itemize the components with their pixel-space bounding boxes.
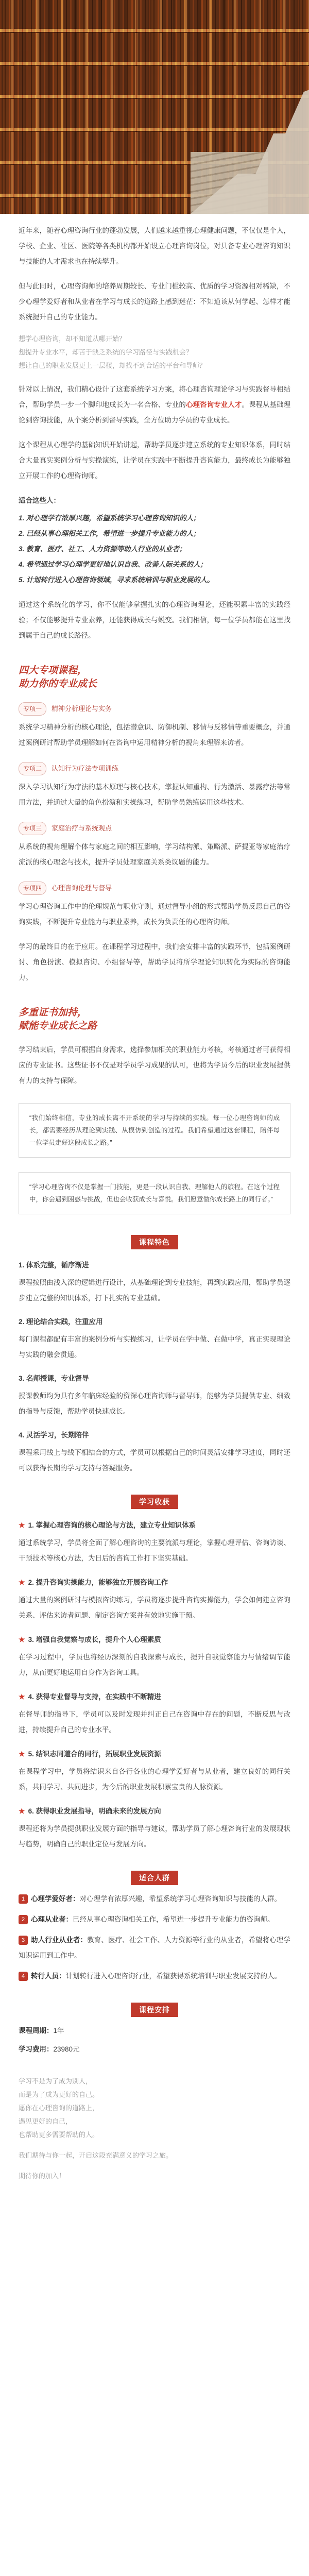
gain-item: [19, 1632, 290, 1681]
intro-paragraph-2: 但与此同时，心理咨询师的培养周期较长、专业门槛较高、优质的学习资源相对稀缺，不少心理学爱好者和从业者在学习与成长的道路上感到迷茫：不知道该从何学起、怎样才能系统提升自己的专业能力。: [19, 282, 290, 321]
gain-title: 3. 增强自我觉察与成长，提升个人心理素质: [28, 1636, 161, 1643]
audience-list-item: 1. 对心理学有浓厚兴趣，希望系统学习心理咨询知识的人；: [19, 514, 200, 522]
banner-gains: 学习收获: [131, 1495, 178, 1509]
gain-title: 1. 掌握心理咨询的核心理论与方法，建立专业知识体系: [28, 1521, 196, 1529]
module-title: 精神分析理论与实务: [52, 705, 112, 713]
gain-item: [19, 1517, 290, 1566]
feature-title: 3. 名师授课，专业督导: [19, 1375, 89, 1382]
feature-title: 4. 灵活学习，长期陪伴: [19, 1431, 89, 1439]
gain-text: 课程还将为学员提供职业发展方面的指导与建议，帮助学员了解心理咨询行业的发展现状与趋势，明确自己的职业定位与发展方向。: [19, 1825, 290, 1848]
module-title: 认知行为疗法专项训练: [52, 765, 119, 772]
banner-features: 课程特色: [131, 1235, 178, 1249]
section-title-modules: 四大专项课程， 助力你的专业成长: [19, 665, 97, 689]
gain-title: 4. 获得专业督导与支持，在实践中不断精进: [28, 1693, 161, 1701]
schedule-list: [19, 2023, 290, 2057]
audience-box-item: 1 心理学爱好者：对心理学有浓厚兴趣，希望系统学习心理咨询知识与技能的人群。: [19, 1891, 290, 1907]
gain-text: 在学习过程中，学员也将经历深刻的自我探索与成长，提升自我觉察能力与情绪调节能力，从而更好地运用自身作为咨询工具。: [19, 1653, 290, 1676]
star-icon: ★: [19, 1692, 25, 1701]
audience-box-item: 4 转行人员：计划转行进入心理咨询行业，希望获得系统培训与职业发展支持的人。: [19, 1969, 290, 1984]
quote-box-1: “我们始终相信，专业的成长离不开系统的学习与持续的实践。每一位心理咨询师的成长，都需要经历从理论到实践、从模仿到创造的过程。我们希望通过这套课程，陪伴每一位学员走好这段成长之路。”: [19, 1103, 290, 1158]
intro-muted-block: [19, 332, 290, 372]
feature-text: 授课教师均为具有多年临床经验的资深心理咨询师与督导师，能够为学员提供专业、细致的指导与反馈，帮助学员快速成长。: [19, 1392, 290, 1415]
feature-list: [19, 1258, 290, 1476]
audience-box-item: 3 助人行业从业者：教育、医疗、社会工作、人力资源等行业的从业者，希望将心理学知识运用到工作中。: [19, 1936, 291, 1959]
module-item: [19, 882, 290, 930]
audience-box-item: 2 心理从业者：已经从事心理咨询相关工作，希望进一步提升专业能力的咨询师。: [19, 1912, 290, 1927]
feature-item: [19, 1428, 290, 1476]
number-icon: 2: [19, 1915, 28, 1924]
banner-audience: 适合人群: [131, 1871, 178, 1885]
closing-line: 我们期待与你一起，开启这段充满意义的学习之旅。: [19, 2151, 173, 2159]
closing-line: 也帮助更多需要帮助的人。: [19, 2131, 99, 2139]
cert-paragraph: 学习结束后，学员可根据自身需求，选择参加相关的职业能力考核，考核通过者可获得相应的专业证书。这些证书不仅是对学员学习成果的认可，也将为学员今后的职业发展提供有力的支持与保障。: [19, 1046, 290, 1084]
feature-text: 课程按照由浅入深的逻辑进行设计，从基础理论到专业技能，再到实践应用，帮助学员逐步建立完整的知识体系，打下扎实的专业基础。: [19, 1279, 290, 1302]
module-item: [19, 702, 290, 751]
feature-text: 课程采用线上与线下相结合的方式，学员可以根据自己的时间灵活安排学习进度，同时还可以获得长期的学习支持与答疑服务。: [19, 1449, 290, 1472]
audience-list-item: 2. 已经从事心理相关工作，希望进一步提升专业能力的人；: [19, 530, 200, 537]
gain-text: 在课程学习中，学员将结识来自各行各业的心理学爱好者与从业者，建立良好的同行关系，共同学习、共同进步，为今后的职业发展积累宝贵的人脉资源。: [19, 1768, 290, 1791]
hero-image: [0, 0, 309, 214]
module-item: [19, 822, 290, 870]
star-icon: ★: [19, 1807, 25, 1815]
banner-schedule: 课程安排: [131, 2003, 178, 2017]
module-badge: 专项三: [19, 822, 46, 835]
audience-box-list: [19, 1891, 290, 1984]
module-text: 深入学习认知行为疗法的基本原理与核心技术，掌握认知重构、行为激活、暴露疗法等常用方法，并通过大量的角色扮演和实操练习，帮助学员熟练运用这些技术。: [19, 783, 290, 806]
audience-list: [19, 511, 290, 588]
intro-paragraph-1: 近年来，随着心理咨询行业的蓬勃发展，人们越来越重视心理健康问题，不仅仅是个人，学校、企业、社区、医院等各类机构都开始设立心理咨询岗位，对具备专业心理咨询知识与技能的人才需求也在持续攀升。: [19, 227, 290, 265]
banner-features-wrap: [19, 1235, 290, 1249]
audience-list-item: 3. 教育、医疗、社工、人力资源等助人行业的从业者；: [19, 545, 186, 553]
feature-title: 1. 体系完整，循序渐进: [19, 1261, 89, 1269]
gain-text: 通过大量的案例研讨与模拟咨询练习，学员将逐步提升咨询实操能力，学会如何建立咨询关系、评估来访者问题、制定咨询方案并有效地实施干预。: [19, 1596, 290, 1619]
feature-text: 每门课程都配有丰富的案例分析与实操练习，让学员在学中做、在做中学，真正实现理论与实践的融会贯通。: [19, 1335, 290, 1359]
gain-text: 通过系统学习，学员将全面了解心理咨询的主要流派与理论，掌握心理评估、咨询访谈、干预技术等核心方法，为日后的咨询工作打下坚实基础。: [19, 1539, 290, 1562]
gain-item: [19, 1574, 290, 1623]
star-icon: ★: [19, 1750, 25, 1758]
module-text: 学习心理咨询工作中的伦理规范与职业守则，通过督导小组的形式帮助学员反思自己的咨询实践，不断提升专业能力与职业素养，成长为负责任的心理咨询师。: [19, 903, 290, 926]
practice-paragraph: 学习的最终目的在于应用。在课程学习过程中，我们会安排丰富的实践环节，包括案例研讨、角色扮演、模拟咨询、小组督导等，帮助学员将所学理论知识转化为实际的咨询能力。: [19, 943, 290, 981]
schedule-item: 学习费用：23980元: [19, 2045, 80, 2053]
module-title: 心理咨询伦理与督导: [52, 884, 112, 892]
closing-line: 愿你在心理咨询的道路上，: [19, 2104, 99, 2112]
gain-title: 6. 获得职业发展指导，明确未来的发展方向: [28, 1807, 161, 1815]
closing-line: 学习不是为了成为别人，: [19, 2077, 93, 2085]
closing-block: [19, 2075, 290, 2183]
module-item: [19, 762, 290, 810]
quote-box-2: “学习心理咨询不仅是掌握一门技能，更是一段认识自我、理解他人的旅程。在这个过程中，你会遇到困惑与挑战，但也会收获成长与喜悦。我们愿意做你成长路上的同行者。”: [19, 1172, 290, 1214]
module-badge: 专项四: [19, 882, 46, 895]
number-icon: 4: [19, 1972, 28, 1981]
module-badge: 专项一: [19, 702, 46, 716]
module-text: 从系统的视角理解个体与家庭之间的相互影响，学习结构派、策略派、萨提亚等家庭治疗流派的核心理念与技术，提升学员处理家庭关系类议题的能力。: [19, 843, 290, 866]
gain-item: [19, 1803, 290, 1852]
intro-muted-line: 想学心理咨询，却不知道从哪开始？: [19, 335, 126, 343]
banner-audience-wrap: [19, 1871, 290, 1885]
banner-gains-wrap: [19, 1495, 290, 1509]
gain-title: 5. 结识志同道合的同行，拓展职业发展资源: [28, 1750, 161, 1758]
feature-item: [19, 1371, 290, 1419]
section-title-certs: 多重证书加持， 赋能专业成长之路: [19, 1007, 97, 1031]
star-icon: ★: [19, 1635, 25, 1643]
module-title: 家庭治疗与系统观点: [52, 824, 112, 832]
intro-paragraph-4: 这个课程从心理学的基础知识开始讲起，帮助学员逐步建立系统的专业知识体系，同时结合大量真实案例分析与实操演练，让学员在实践中不断提升咨询能力，最终成长为能够独立开展工作的心理咨询师。: [19, 441, 290, 480]
feature-item: [19, 1258, 290, 1306]
audience-heading: 适合这些人：: [19, 497, 60, 504]
intro-muted-line: 想提升专业水平，却苦于缺乏系统的学习路径与实践机会？: [19, 348, 193, 356]
feature-title: 2. 理论结合实践，注重应用: [19, 1318, 103, 1326]
number-icon: 1: [19, 1894, 28, 1904]
gain-title: 2. 提升咨询实操能力，能够独立开展咨询工作: [28, 1579, 168, 1586]
number-icon: 3: [19, 1936, 28, 1945]
gain-item: [19, 1746, 290, 1795]
closing-line: 期待你的加入！: [19, 2172, 66, 2180]
gain-item: [19, 1689, 290, 1738]
gain-text: 在督导师的指导下，学员可以及时发现并纠正自己在咨询中存在的问题，不断反思与改进，持续提升自己的专业水平。: [19, 1710, 290, 1734]
intro-muted-line: 想让自己的职业发展更上一层楼，却找不到合适的平台和导师？: [19, 362, 207, 369]
banner-schedule-wrap: [19, 2003, 290, 2017]
schedule-item: 课程周期：1年: [19, 2027, 64, 2035]
article-body: [0, 223, 309, 2183]
mid-paragraph: 通过这个系统化的学习，你不仅能够掌握扎实的心理咨询理论，还能积累丰富的实践经验；不仅能够提升专业素养，还能获得成长与蜕变。我们相信，每一位学员都能在这里找到属于自己的成长路径。: [19, 601, 290, 639]
module-text: 系统学习精神分析的核心理论，包括潜意识、防御机制、移情与反移情等重要概念，并通过案例研讨帮助学员理解如何在咨询中运用精神分析的视角来理解来访者。: [19, 723, 290, 747]
module-badge: 专项二: [19, 762, 46, 775]
star-icon: ★: [19, 1578, 25, 1586]
audience-list-item: 4. 希望通过学习心理学更好地认识自我、改善人际关系的人；: [19, 561, 208, 568]
intro-paragraph-3: 针对以上情况，我们精心设计了这套系统学习方案，将心理咨询理论学习与实践督导相结合，帮助学员一步一个脚印地成长为一名合格、专业的心理咨询专业人才。课程从基础理论到咨询技能，从个案分析到督导实践，全方位助力学员的专业成长。: [19, 385, 291, 424]
audience-list-item: 5. 计划转行进入心理咨询领域，寻求系统培训与职业发展的人。: [19, 576, 214, 584]
feature-item: [19, 1314, 290, 1363]
closing-line: 遇见更好的自己，: [19, 2117, 73, 2125]
gain-list: [19, 1517, 290, 1852]
star-icon: ★: [19, 1521, 25, 1529]
closing-line: 而是为了成为更好的自己。: [19, 2091, 99, 2098]
